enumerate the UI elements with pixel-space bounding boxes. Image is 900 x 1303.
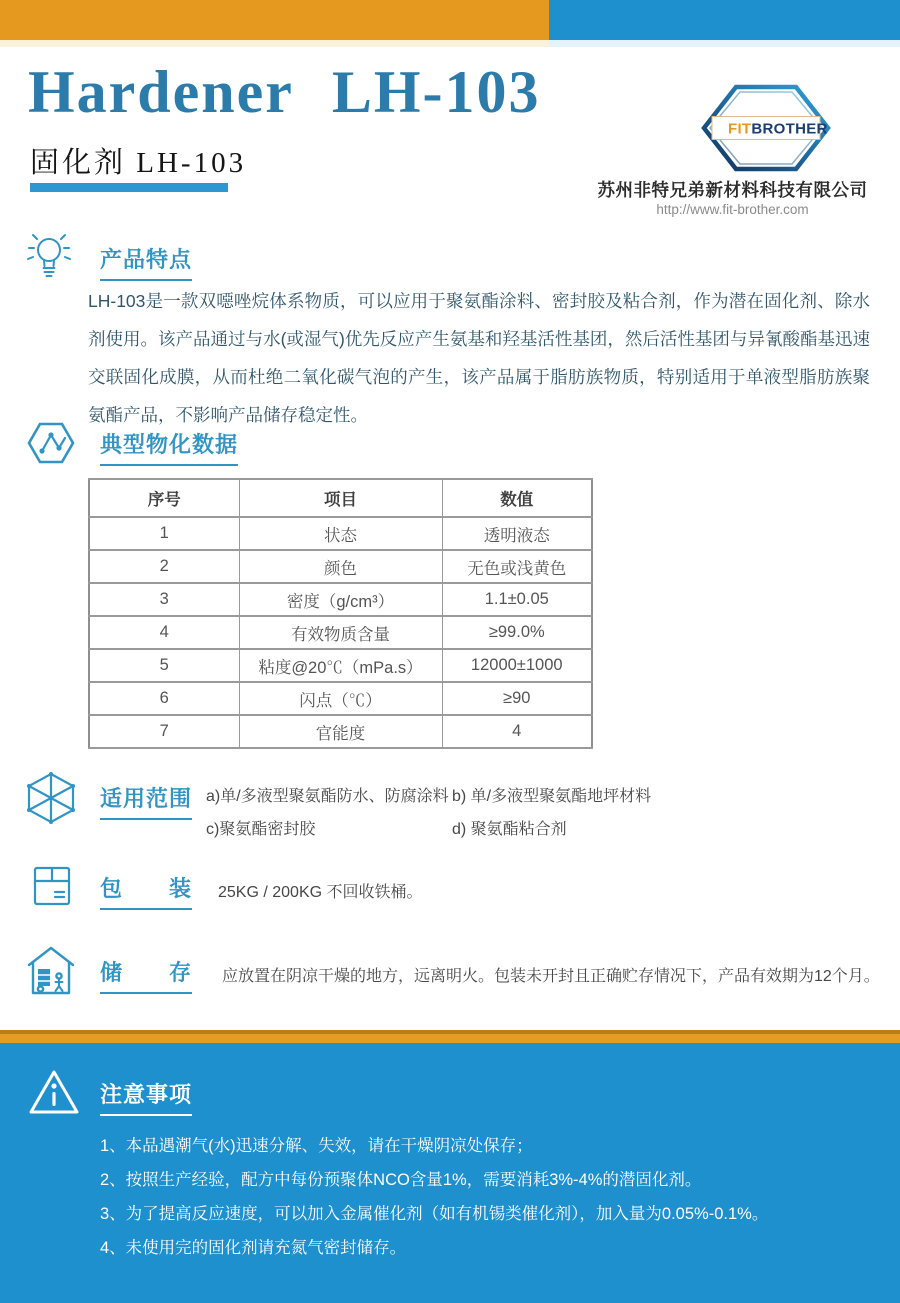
topbar-shadow-right (549, 40, 900, 47)
table-row (89, 682, 592, 715)
section-title-applications: 适用范围 (100, 782, 192, 820)
note-item-4: 4、未使用完的固化剂请充氮气密封储存。 (100, 1239, 407, 1257)
cell-value: 无色或浅黄色 (442, 550, 592, 583)
cell-value: 透明液态 (442, 517, 592, 550)
cell-value: 12000±1000 (442, 649, 592, 682)
table-row (89, 649, 592, 682)
topbar-blue-block (549, 0, 900, 40)
note-item-2: 2、按照生产经验，配方中每份预聚体NCO含量1%，需要消耗3%-4%的潜固化剂。 (100, 1171, 702, 1189)
logo-text-brother: BROTHER (751, 120, 828, 138)
cell-item: 密度（g/cm³） (239, 583, 442, 616)
page-title-english: Hardener LH-103 (28, 59, 541, 125)
table-row (89, 616, 592, 649)
cell-value: ≥90 (442, 682, 592, 715)
cell-value: 1.1±0.05 (442, 583, 592, 616)
physical-properties-table (88, 478, 593, 749)
svg-text:FITBROTHER (728, 121, 828, 138)
application-item-a: a)单/多液型聚氨酯防水、防腐涂料 (206, 788, 449, 805)
section-title-packaging: 包 装 (100, 872, 192, 910)
features-paragraph: LH-103是一款双噁唑烷体系物质，可以应用于聚氨酯涂料、密封胶及粘合剂，作为潜在固化剂、除水剂使用。该产品通过与水(或湿气)优先反应产生氨基和羟基活性基团，然后活性基团与异氰酸酯基迅速交联固化成膜，从而杜绝二氧化碳气泡的产生，该产品属于脂肪族物质，特别适用于单液型脂肪族聚氨酯产品，不影响产品储存稳定性。 (88, 291, 870, 425)
cell-index: 3 (89, 583, 239, 616)
section-title-storage: 储 存 (100, 956, 192, 994)
table-row (89, 550, 592, 583)
table-header-row (89, 479, 592, 517)
hexagon-molecule-icon (26, 419, 76, 467)
footer-orange-strip (0, 1030, 900, 1043)
cell-index: 5 (89, 649, 239, 682)
company-website-url: http://www.fit-brother.com (656, 202, 809, 217)
section-title-notes: 注意事项 (100, 1078, 192, 1116)
logo-text-fit: FIT (728, 120, 752, 138)
column-header-index: 序号 (89, 479, 239, 517)
company-name: 苏州非特兄弟新材料科技有限公司 (597, 180, 868, 200)
application-item-b: b) 单/多液型聚氨酯地坪材料 (452, 788, 652, 805)
page-title-chinese: 固化剂 LH-103 (30, 147, 247, 179)
cell-item: 颜色 (239, 550, 442, 583)
application-item-c: c)聚氨酯密封胶 (206, 821, 316, 838)
cell-index: 7 (89, 715, 239, 748)
packaging-text: 25KG / 200KG 不回收铁桶。 (218, 884, 423, 901)
column-header-value: 数值 (442, 479, 592, 517)
storage-text: 应放置在阴凉干燥的地方，远离明火。包装未开封且正确贮存情况下，产品有效期为12个月。 (222, 968, 880, 985)
company-logo (698, 78, 834, 178)
cell-index: 6 (89, 682, 239, 715)
cell-item: 粘度@20℃（mPa.s） (239, 649, 442, 682)
cell-index: 1 (89, 517, 239, 550)
warning-triangle-icon (28, 1067, 80, 1117)
cell-value: 4 (442, 715, 592, 748)
cell-value: ≥99.0% (442, 616, 592, 649)
application-item-d: d) 聚氨酯粘合剂 (452, 821, 567, 838)
title-underline-bar (30, 183, 228, 192)
note-item-3: 3、为了提高反应速度，可以加入金属催化剂（如有机锡类催化剂），加入量为0.05%-0.1%。 (100, 1205, 769, 1223)
table-row (89, 583, 592, 616)
package-box-icon (30, 862, 74, 908)
cell-item: 有效物质含量 (239, 616, 442, 649)
cell-index: 2 (89, 550, 239, 583)
cell-item: 官能度 (239, 715, 442, 748)
cell-index: 4 (89, 616, 239, 649)
logo-hexagon-icon (698, 78, 834, 178)
section-title-physical-data: 典型物化数据 (100, 428, 238, 466)
topbar-orange-block (0, 0, 549, 40)
section-title-features: 产品特点 (100, 243, 192, 281)
notes-section (0, 1043, 900, 1303)
hexagon-wireframe-icon (24, 770, 78, 826)
note-item-1: 1、本品遇潮气(水)迅速分解、失效，请在干燥阴凉处保存； (100, 1137, 533, 1155)
lightbulb-icon (26, 231, 72, 285)
column-header-item: 项目 (239, 479, 442, 517)
table-row (89, 517, 592, 550)
cell-item: 闪点（℃） (239, 682, 442, 715)
notes-list (100, 1136, 870, 1272)
warehouse-house-icon (26, 945, 76, 997)
cell-item: 状态 (239, 517, 442, 550)
topbar-shadow-left (0, 40, 549, 47)
table-row (89, 715, 592, 748)
